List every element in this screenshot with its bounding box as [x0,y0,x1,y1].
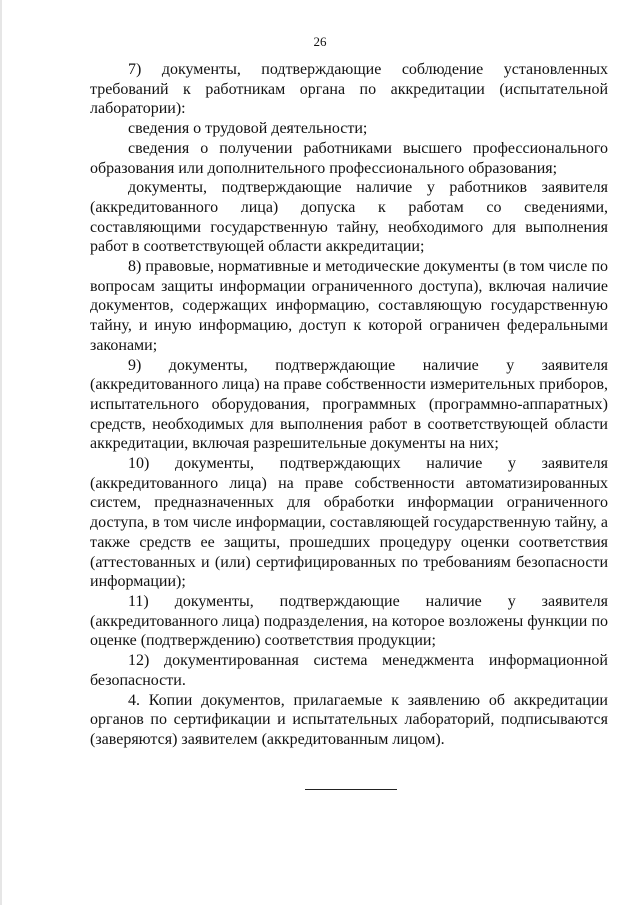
paragraph-item-12: 12) документированная система менеджмента информационной безопасности. [90,652,608,689]
closing-separator-line [305,789,397,790]
paragraph-item-9: 9) документы, подтверждающие наличие у заявителя (аккредитованного лица) на праве собственности измерительных приборов, испытательного оборудования, программных (программно-аппаратных) средств, необходимых для выполнения работ в соответствующей области аккредитации, включая разрешительные документы на них; [90,356,608,453]
paragraph-item-10: 10) документы, подтверждающих наличие у заявителя (аккредитованного лица) на праве собственности автоматизированных систем, предназначенных для обработки информации ограниченного доступа, в том числе информации, составляющей государственную тайну, а также средств ее защиты, прошедших процедуру оценки соответствия (аттестованных и (или) сертифицированных по требованиям безопасности информации); [90,455,608,591]
paragraph-education: сведения о получении работниками высшего профессионального образования или дополнительного профессионального образования; [90,139,608,177]
paragraph-work-history: сведения о трудовой деятельности; [128,120,368,138]
paragraph-item-11: 11) документы, подтверждающие наличие у заявителя (аккредитованного лица) подразделения, на которое возложены функции по оценке (подтверждению) соответствия продукции; [90,592,608,650]
scan-edge [0,0,2,905]
page-number: 26 [313,34,327,49]
paragraph-item-8: 8) правовые, нормативные и методические документы (в том числе по вопросам защиты информации ограниченного доступа), включая наличие документов, содержащих информацию, составляющую государственную тайну, и иную информацию, доступ к которой ограничен федеральными законами; [90,258,608,354]
paragraph-section-4: 4. Копии документов, прилагаемые к заявлению об аккредитации органов по сертификации и испытательных лабораторий, подписываются (заверяются) заявителем (аккредитованным лицом). [90,691,608,748]
document-body [90,60,608,750]
paragraph-clearance: документы, подтверждающие наличие у работников заявителя (аккредитованного лица) допуска к работам со сведениями, составляющими государственную тайну, необходимого для выполнения работ в соответствующей области аккредитации; [90,179,608,256]
paragraph-item-7: 7) документы, подтверждающие соблюдение установленных требований к работникам органа по аккредитации (испытательной лаборатории): [90,61,608,118]
